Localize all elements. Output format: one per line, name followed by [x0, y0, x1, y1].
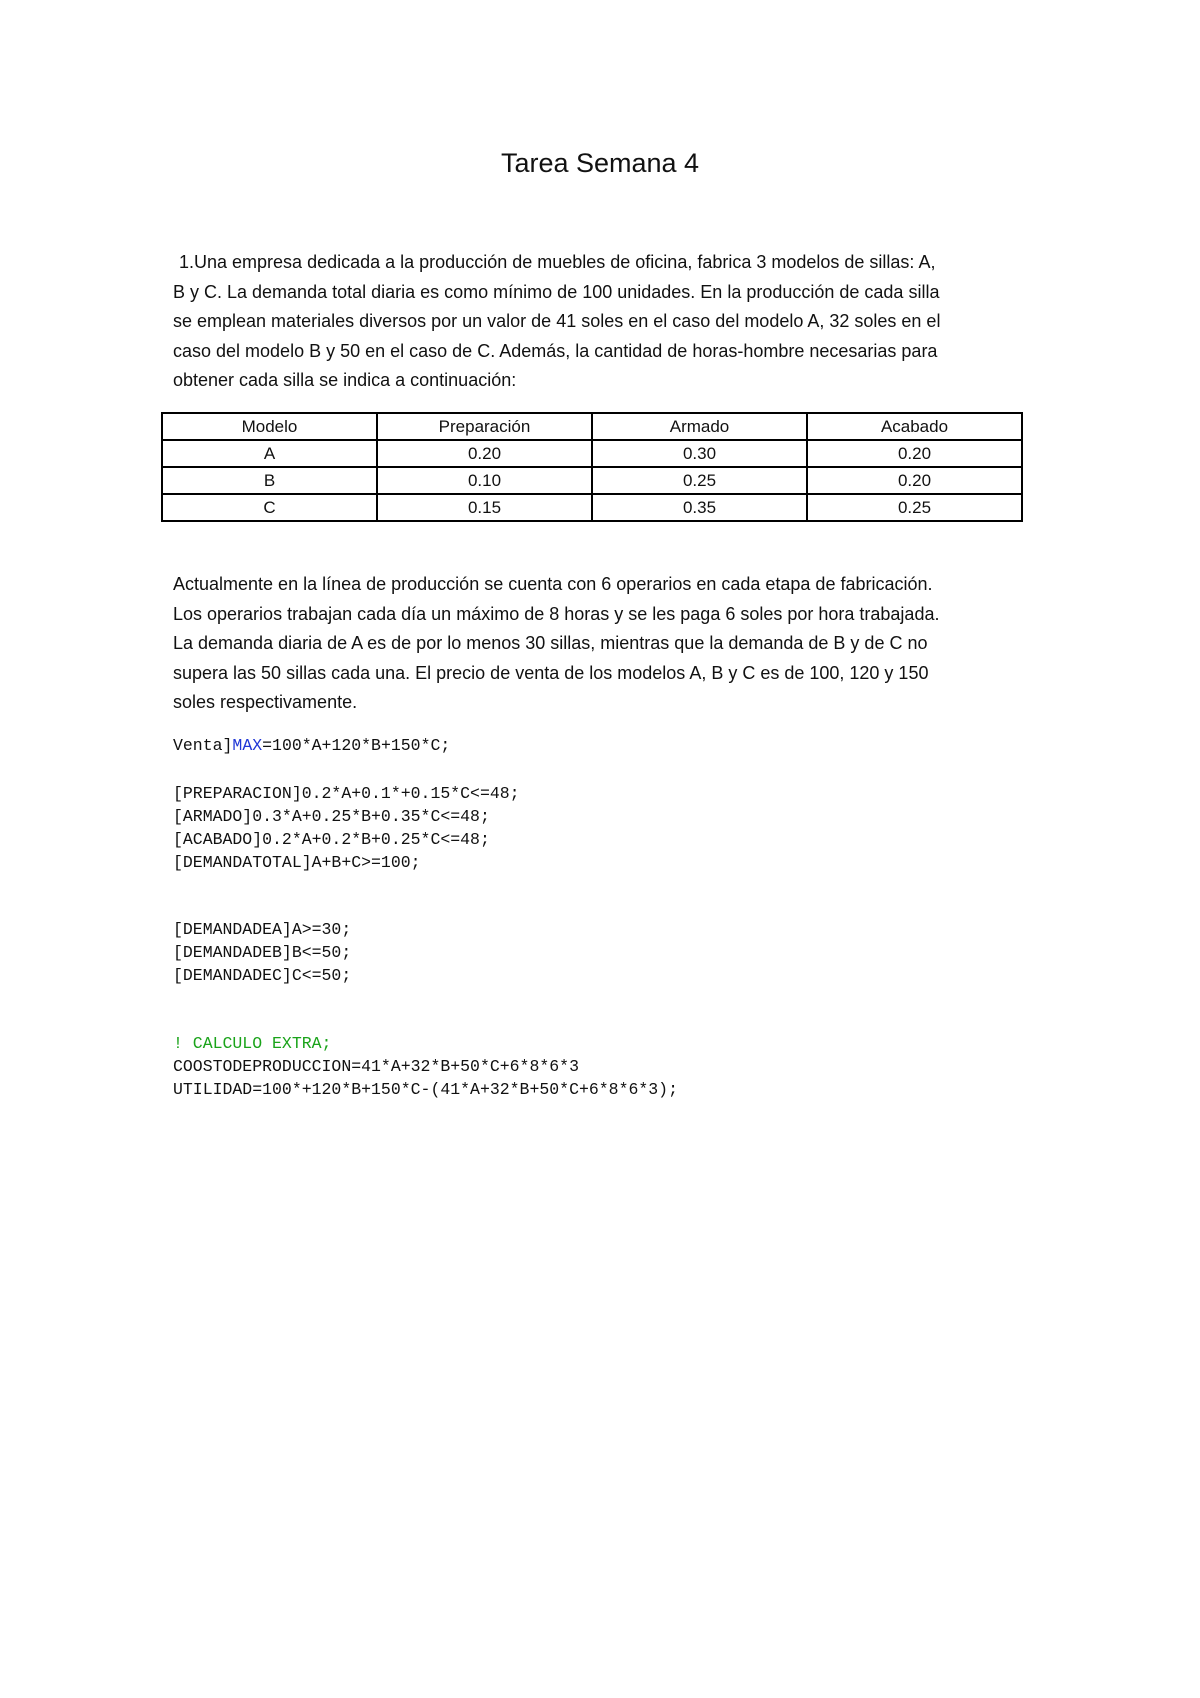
- table-row: [162, 467, 1022, 494]
- table-header-cell: Preparación: [377, 413, 592, 440]
- constraint-line: [DEMANDADEA]A>=30;: [173, 920, 352, 939]
- intro-line: caso del modelo B y 50 en el caso de C. Además, la cantidad de horas-hombre necesarias para: [173, 340, 938, 361]
- table-row: [162, 494, 1022, 521]
- code-comment: ! CALCULO EXTRA;: [173, 1034, 332, 1053]
- objective-expression: =100*A+120*B+150*C;: [262, 736, 451, 755]
- constraint-line: [ARMADO]0.3*A+0.25*B+0.35*C<=48;: [173, 807, 490, 826]
- context-paragraph: [173, 570, 1033, 718]
- intro-line: B y C. La demanda total diaria es como mínimo de 100 unidades. En la producción de cada silla: [173, 281, 940, 302]
- constraint-line: [DEMANDADEB]B<=50;: [173, 943, 352, 962]
- table-header-cell: Modelo: [162, 413, 377, 440]
- table-cell: 0.20: [807, 467, 1022, 494]
- context-line: supera las 50 sillas cada una. El precio de venta de los modelos A, B y C es de 100, 120 y 150: [173, 662, 929, 683]
- hours-table: [161, 412, 1023, 522]
- context-line: La demanda diaria de A es de por lo menos 30 sillas, mientras que la demanda de B y de C no: [173, 633, 928, 654]
- table-cell: 0.35: [592, 494, 807, 521]
- constraint-line: [DEMANDATOTAL]A+B+C>=100;: [173, 853, 421, 872]
- table-row: [162, 440, 1022, 467]
- code-line: UTILIDAD=100*+120*B+150*C-(41*A+32*B+50*C+6*8*6*3);: [173, 1080, 678, 1099]
- table-cell: B: [162, 467, 377, 494]
- table-header-row: [162, 413, 1022, 440]
- constraint-line: [ACABADO]0.2*A+0.2*B+0.25*C<=48;: [173, 830, 490, 849]
- table-cell: A: [162, 440, 377, 467]
- demand-constraint-block: [173, 918, 1133, 987]
- table-cell: 0.20: [807, 440, 1022, 467]
- table-header-cell: Armado: [592, 413, 807, 440]
- intro-paragraph: [173, 248, 1033, 396]
- objective-function: [173, 734, 1133, 757]
- table-cell: 0.25: [592, 467, 807, 494]
- objective-prefix: Venta]: [173, 736, 233, 755]
- intro-line: obtener cada silla se indica a continuación:: [173, 370, 517, 391]
- table-cell: 0.30: [592, 440, 807, 467]
- intro-line: 1.Una empresa dedicada a la producción de muebles de oficina, fabrica 3 modelos de sillas: A,: [179, 252, 936, 272]
- constraint-line: [DEMANDADEC]C<=50;: [173, 966, 352, 985]
- document-title: Tarea Semana 4: [500, 148, 700, 178]
- code-line: COOSTODEPRODUCCION=41*A+32*B+50*C+6*8*6*3: [173, 1057, 579, 1076]
- table-cell: 0.25: [807, 494, 1022, 521]
- context-line: Actualmente en la línea de producción se cuenta con 6 operarios en cada etapa de fabricación.: [173, 574, 933, 594]
- context-line: Los operarios trabajan cada día un máximo de 8 horas y se les paga 6 soles por hora trabajada.: [173, 603, 940, 624]
- table-cell: 0.10: [377, 467, 592, 494]
- table-cell: C: [162, 494, 377, 521]
- constraint-block: [173, 782, 1133, 874]
- table-cell: 0.15: [377, 494, 592, 521]
- max-keyword: MAX: [232, 736, 263, 755]
- constraint-line: [PREPARACION]0.2*A+0.1*+0.15*C<=48;: [173, 784, 520, 803]
- table-cell: 0.20: [377, 440, 592, 467]
- table-header-cell: Acabado: [807, 413, 1022, 440]
- context-line: soles respectivamente.: [173, 692, 358, 713]
- intro-line: se emplean materiales diversos por un valor de 41 soles en el caso del modelo A, 32 soles en el: [173, 311, 941, 332]
- extra-calculation-block: [173, 1032, 1133, 1101]
